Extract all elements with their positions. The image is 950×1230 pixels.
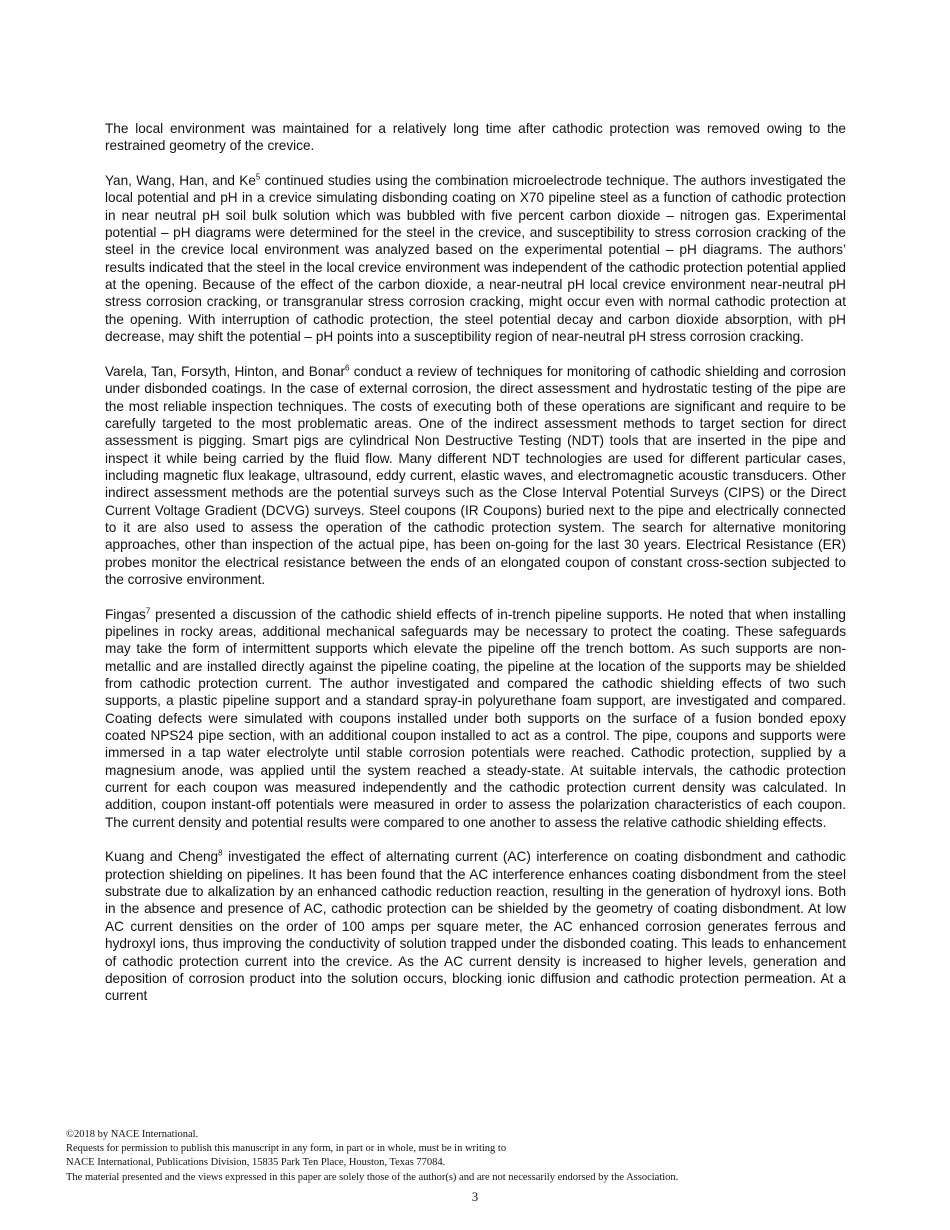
disclaimer-line: The material presented and the views expressed in this paper are solely those of the author(s) and are not necessarily endorsed by the Association. [66, 1171, 679, 1183]
copyright-line: ©2018 by NACE International. [66, 1129, 199, 1140]
paragraph-kuang-cheng [105, 848, 846, 1004]
paragraph-text: continued studies using the combination microelectrode technique. The authors investigated the local potential and pH in a crevice simulating disbonding coating on X70 pipeline steel as a function of cathodic protection in near neutral pH soil bulk solution which was bubbled with five percent carbon dioxide – nitrogen gas. Experimental potential – pH diagrams were determined for the steel in the crevice, and susceptibility to stress corrosion cracking of the steel in the crevice local environment was analyzed based on the experimental potential – pH diagrams. The authors’ results indicated that the steel in the local crevice environment was independent of the cathodic protection potential applied at the opening. Because of the effect of the carbon dioxide, a near-neutral pH local crevice environment near-neutral pH stress corrosion cracking, or transgranular stress corrosion cracking, might occur even with normal cathodic protection at the opening. With interruption of cathodic protection, the steel potential decay and carbon dioxide absorption, with pH decrease, may shift the potential – pH points into a susceptibility region of near-neutral pH stress corrosion cracking. [105, 173, 846, 345]
page-footer [66, 1128, 886, 1185]
paragraph-crevice-environment [105, 120, 846, 155]
citation-superscript: 7 [145, 606, 151, 616]
paragraph-text: presented a discussion of the cathodic shield effects of in-trench pipeline supports. He noted that when installing pipelines in rocky areas, additional mechanical safeguards may be necessary to protect the coating. These safeguards may take the form of intermittent supports which elevate the pipeline off the trench bottom. As such supports are non-metallic and are installed directly against the pipeline coating, the pipeline at the location of the supports may be shielded from cathodic protection current. The author investigated and compared the cathodic shielding effects of two such supports, a plastic pipeline support and a standard spray-in polyurethane foam support, are investigated and compared. Coating defects were simulated with coupons installed under both supports on the surface of a fusion bonded epoxy coated NPS24 pipe section, with an additional coupon installed to act as a control. The pipe, coupons and supports were immersed in a tap water electrolyte until stable corrosion potentials were reached. Cathodic protection, supplied by a magnesium anode, was applied until the system reached a steady-state. At suitable intervals, the cathodic protection current for each coupon was measured independently and the cathodic protection current density was calculated. In addition, coupon instant-off potentials were measured in order to assess the polarization characteristics of each coupon. The current density and potential results were compared to one another to assess the relative cathodic shielding effects. [105, 606, 846, 830]
paragraph-authors: Kuang and Cheng [105, 849, 219, 865]
paragraph-fingas [105, 606, 846, 831]
paragraph-text: investigated the effect of alternating current (AC) interference on coating disbondment and cathodic protection shielding on pipelines. It has been found that the AC interference enhances coating disbondment from the steel substrate due to alkalization by an enhanced cathodic reduction reaction, resulting in the generation of hydroxyl ions. Both in the absence and presence of AC, cathodic protection can be shielded by the geometry of coating disbondment. At low AC current densities on the order of 100 amps per square meter, the AC enhanced corrosion generates ferrous and hydroxyl ions, thus improving the conductivity of solution trapped under the disbonded coating. This leads to enhancement of cathodic protection current into the crevice. As the AC current density is increased to higher levels, generation and deposition of corrosion product into the solution occurs, blocking ionic diffusion and cathodic protection permeation. At a current [105, 849, 846, 1004]
paragraph-text: The local environment was maintained for a relatively long time after cathodic protection was removed owing to the restrained geometry of the crevice. [105, 121, 846, 154]
page-number: 3 [471, 1190, 479, 1204]
address-line: NACE International, Publications Division, 15835 Park Ten Place, Houston, Texas 77084. [66, 1157, 446, 1169]
paragraph-authors: Varela, Tan, Forsyth, Hinton, and Bonar [105, 363, 346, 379]
paragraph-authors: Yan, Wang, Han, and Ke [105, 173, 256, 189]
paragraph-yan-wang-han-ke [105, 172, 846, 345]
citation-superscript: 5 [255, 172, 261, 182]
citation-superscript: 8 [218, 848, 223, 858]
permission-line: Requests for permission to publish this manuscript in any form, in part or in whole, must be in writing to [66, 1143, 507, 1155]
paragraph-text: conduct a review of techniques for monitoring of cathodic shielding and corrosion under disbonded coatings. In the case of external corrosion, the direct assessment and hydrostatic testing of the pipe are the most reliable inspection techniques. The costs of executing both of these operations are significant and require to be carefully targeted to the most problematic areas. One of the indirect assessment methods to target section for direct assessment is pigging. Smart pigs are cylindrical Non Destructive Testing (NDT) tools that are inserted in the pipe and inspect it while being carried by the fluid flow. Many different NDT technologies are used for different particular cases, including magnetic flux leakage, ultrasound, eddy current, elastic waves, and electromagnetic acoustic transducers. Other indirect assessment methods are the potential surveys such as the Close Interval Potential Surveys (CIPS) or the Direct Current Voltage Gradient (DCVG) surveys. Steel coupons (IR Coupons) buried next to the pipe and electrically connected to it are also used to assess the operation of the cathodic protection system. The search for alternative monitoring approaches, other than inspection of the actual pipe, has been on-going for the last 30 years. Electrical Resistance (ER) probes monitor the electrical resistance between the ends of an elongated coupon of constant cross-section subjected to the corrosive environment. [105, 363, 846, 587]
body-text [105, 120, 846, 1022]
citation-superscript: 6 [345, 363, 350, 373]
paragraph-authors: Fingas [105, 606, 146, 622]
paragraph-varela-et-al [105, 363, 846, 588]
